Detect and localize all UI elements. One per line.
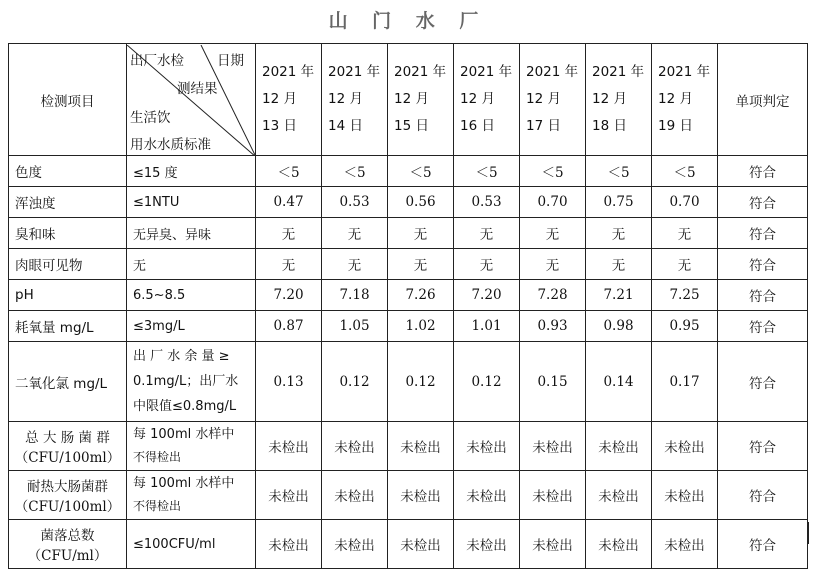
value-cell: 无	[520, 218, 586, 249]
judgement-cell: 符合	[718, 311, 808, 342]
table-row	[9, 218, 808, 249]
value-cell: 无	[256, 218, 322, 249]
judgement-cell: 符合	[718, 471, 808, 520]
value-cell: 无	[388, 249, 454, 280]
judgement-column-header: 单项判定	[718, 44, 808, 156]
value-cell: ＜5	[388, 156, 454, 187]
test-item-cell: 二氧化氯 mg/L	[9, 342, 127, 422]
value-cell: 未检出	[652, 520, 718, 569]
value-cell: 0.75	[586, 187, 652, 218]
value-cell: 0.53	[322, 187, 388, 218]
value-cell: 未检出	[388, 422, 454, 471]
value-cell: 未检出	[652, 422, 718, 471]
value-cell: ＜5	[454, 156, 520, 187]
judgement-cell: 符合	[718, 342, 808, 422]
value-cell: 无	[586, 218, 652, 249]
value-cell: 0.47	[256, 187, 322, 218]
standard-cell: ≤1NTU	[127, 187, 256, 218]
table-row	[9, 422, 808, 471]
value-cell: ＜5	[586, 156, 652, 187]
test-item-cell: 耗氧量 mg/L	[9, 311, 127, 342]
standard-cell: 无	[127, 249, 256, 280]
value-cell: 无	[652, 249, 718, 280]
value-cell: ＜5	[652, 156, 718, 187]
test-item-cell: 色度	[9, 156, 127, 187]
test-item-cell: 臭和味	[9, 218, 127, 249]
value-cell: 7.21	[586, 280, 652, 311]
standard-cell: ≤3mg/L	[127, 311, 256, 342]
test-item-cell: 浑浊度	[9, 187, 127, 218]
value-cell: 无	[586, 249, 652, 280]
judgement-cell: 符合	[718, 156, 808, 187]
test-item-cell: 菌落总数 （CFU/ml）	[9, 520, 127, 569]
judgement-cell: 符合	[718, 187, 808, 218]
judgement-cell: 符合	[718, 249, 808, 280]
value-cell: 未检出	[586, 422, 652, 471]
value-cell: 未检出	[256, 471, 322, 520]
value-cell: 0.56	[388, 187, 454, 218]
standard-cell: 6.5~8.5	[127, 280, 256, 311]
table-row	[9, 187, 808, 218]
value-cell: 未检出	[520, 422, 586, 471]
standard-cell: 出 厂 水 余 量 ≥ 0.1mg/L；出厂水 中限值≤0.8mg/L	[127, 342, 256, 422]
value-cell: 未检出	[586, 471, 652, 520]
value-cell: 0.12	[322, 342, 388, 422]
table-row	[9, 520, 808, 569]
diag-bottom-1: 生活饮	[130, 109, 171, 126]
standard-cell: 无异臭、异味	[127, 218, 256, 249]
value-cell: 未检出	[256, 520, 322, 569]
value-cell: 未检出	[388, 520, 454, 569]
value-cell: 无	[454, 249, 520, 280]
value-cell: 无	[520, 249, 586, 280]
value-cell: 1.05	[322, 311, 388, 342]
test-item-cell: 肉眼可见物	[9, 249, 127, 280]
value-cell: 无	[388, 218, 454, 249]
date-header-4: 2021 年 12 月 16 日	[454, 44, 520, 156]
value-cell: 0.15	[520, 342, 586, 422]
header-row	[9, 44, 808, 156]
standard-cell: 每 100ml 水样中 不得检出	[127, 422, 256, 471]
value-cell: 无	[322, 249, 388, 280]
value-cell: 7.28	[520, 280, 586, 311]
value-cell: 无	[256, 249, 322, 280]
value-cell: 未检出	[652, 471, 718, 520]
value-cell: 未检出	[322, 471, 388, 520]
value-cell: 无	[454, 218, 520, 249]
value-cell: 未检出	[322, 422, 388, 471]
page-title: 山 门 水 厂	[328, 10, 488, 32]
test-item-cell: pH	[9, 280, 127, 311]
value-cell: 未检出	[322, 520, 388, 569]
diag-mid: 测结果	[177, 80, 218, 97]
value-cell: 0.12	[454, 342, 520, 422]
value-cell: ＜5	[256, 156, 322, 187]
value-cell: 0.70	[520, 187, 586, 218]
judgement-cell: 符合	[718, 280, 808, 311]
table-row	[9, 156, 808, 187]
value-cell: 未检出	[586, 520, 652, 569]
value-cell: 7.26	[388, 280, 454, 311]
value-cell: 未检出	[454, 471, 520, 520]
value-cell: 7.20	[256, 280, 322, 311]
value-cell: 0.70	[652, 187, 718, 218]
edge-mark	[807, 522, 809, 544]
item-column-header: 检测项目	[9, 44, 127, 156]
standard-cell: 每 100ml 水样中 不得检出	[127, 471, 256, 520]
table-row	[9, 342, 808, 422]
diag-top-right: 日期	[217, 52, 244, 69]
value-cell: 0.14	[586, 342, 652, 422]
table-row	[9, 280, 808, 311]
value-cell: 1.02	[388, 311, 454, 342]
judgement-cell: 符合	[718, 422, 808, 471]
test-item-cell: 耐热大肠菌群 （CFU/100ml）	[9, 471, 127, 520]
date-header-7: 2021 年 12 月 19 日	[652, 44, 718, 156]
value-cell: 未检出	[256, 422, 322, 471]
value-cell: ＜5	[322, 156, 388, 187]
date-header-5: 2021 年 12 月 17 日	[520, 44, 586, 156]
value-cell: 无	[322, 218, 388, 249]
test-item-cell: 总 大 肠 菌 群 （CFU/100ml）	[9, 422, 127, 471]
standard-cell: ≤100CFU/ml	[127, 520, 256, 569]
value-cell: 0.93	[520, 311, 586, 342]
value-cell: 0.12	[388, 342, 454, 422]
value-cell: 未检出	[454, 422, 520, 471]
value-cell: 1.01	[454, 311, 520, 342]
table-row	[9, 471, 808, 520]
date-header-2: 2021 年 12 月 14 日	[322, 44, 388, 156]
water-quality-table	[8, 43, 808, 569]
diagonal-header-cell	[127, 44, 256, 156]
value-cell: 0.98	[586, 311, 652, 342]
value-cell: 0.95	[652, 311, 718, 342]
value-cell: 7.18	[322, 280, 388, 311]
value-cell: 未检出	[520, 520, 586, 569]
value-cell: 0.13	[256, 342, 322, 422]
table-row	[9, 311, 808, 342]
standard-cell: ≤15 度	[127, 156, 256, 187]
table-row	[9, 249, 808, 280]
value-cell: 7.20	[454, 280, 520, 311]
value-cell: 0.87	[256, 311, 322, 342]
judgement-cell: 符合	[718, 520, 808, 569]
date-header-1: 2021 年 12 月 13 日	[256, 44, 322, 156]
value-cell: 未检出	[520, 471, 586, 520]
value-cell: 0.17	[652, 342, 718, 422]
value-cell: 未检出	[454, 520, 520, 569]
diag-top-left: 出厂水检	[130, 52, 184, 69]
value-cell: 未检出	[388, 471, 454, 520]
value-cell: 无	[652, 218, 718, 249]
value-cell: ＜5	[520, 156, 586, 187]
date-header-3: 2021 年 12 月 15 日	[388, 44, 454, 156]
value-cell: 0.53	[454, 187, 520, 218]
date-header-6: 2021 年 12 月 18 日	[586, 44, 652, 156]
value-cell: 7.25	[652, 280, 718, 311]
diag-bottom-2: 用水水质标准	[130, 136, 211, 153]
judgement-cell: 符合	[718, 218, 808, 249]
